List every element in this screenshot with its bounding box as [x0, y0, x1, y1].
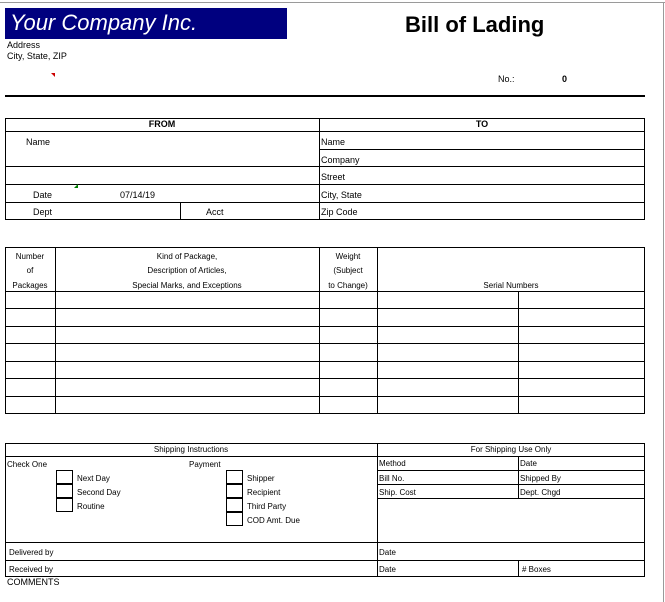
col-description-line3: Special Marks, and Exceptions — [132, 281, 242, 290]
col-weight-line2: (Subject — [333, 266, 363, 275]
delivered-date-label: Date — [379, 548, 396, 557]
routine-checkbox[interactable] — [56, 498, 73, 512]
col-description-line2: Description of Articles, — [147, 266, 227, 275]
next-day-checkbox[interactable] — [56, 470, 73, 484]
col-serial-numbers: Serial Numbers — [483, 281, 539, 290]
col-packages-line2: of — [26, 266, 34, 275]
company-name: Your Company Inc. — [10, 10, 198, 35]
right-border — [663, 2, 664, 602]
method-label: Method — [379, 459, 406, 468]
second-day-label: Second Day — [77, 488, 121, 497]
col-weight-line1: Weight — [335, 252, 361, 261]
comment-marker — [74, 184, 78, 188]
dept-chgd-label: Dept. Chgd — [520, 488, 561, 497]
number-label: No.: — [498, 74, 515, 84]
col-packages-line3: Packages — [12, 281, 48, 290]
comment-marker — [51, 73, 55, 77]
from-name-label: Name — [26, 137, 51, 147]
second-day-checkbox[interactable] — [56, 484, 73, 498]
recipient-checkbox[interactable] — [226, 484, 243, 498]
bill-no-label: Bill No. — [379, 474, 405, 483]
payment-label: Payment — [189, 460, 221, 469]
header-divider — [5, 95, 645, 97]
delivered-by-label: Delivered by — [9, 548, 54, 557]
recipient-label: Recipient — [247, 488, 281, 497]
date-label: Date — [520, 459, 537, 468]
check-one-label: Check One — [7, 460, 48, 469]
number-value: 0 — [562, 74, 568, 84]
cod-amount-label: COD Amt. Due — [247, 516, 300, 525]
boxes-label: # Boxes — [522, 565, 551, 574]
company-address: Address — [7, 40, 41, 50]
col-description-line1: Kind of Package, — [156, 252, 218, 261]
top-border — [0, 2, 665, 3]
routine-label: Routine — [77, 502, 105, 511]
shipping-use-only-header: For Shipping Use Only — [470, 445, 552, 454]
from-dept-label: Dept — [33, 207, 53, 217]
ship-cost-label: Ship. Cost — [379, 488, 416, 497]
from-date-value[interactable]: 07/14/19 — [120, 190, 156, 200]
col-packages-line1: Number — [15, 252, 45, 261]
page-title: Bill of Lading — [405, 12, 545, 37]
col-weight-line3: to Change) — [328, 281, 368, 290]
to-name-label: Name — [321, 137, 346, 147]
shipper-label: Shipper — [247, 474, 275, 483]
to-header: TO — [475, 119, 489, 129]
from-header: FROM — [148, 119, 176, 129]
shipper-checkbox[interactable] — [226, 470, 243, 484]
received-by-label: Received by — [9, 565, 54, 574]
to-street-label: Street — [321, 172, 346, 182]
shipped-by-label: Shipped By — [520, 474, 561, 483]
to-city-state-label: City, State — [321, 190, 362, 200]
third-party-label: Third Party — [247, 502, 287, 511]
comments-label: COMMENTS — [7, 577, 60, 587]
from-to-table — [5, 118, 645, 220]
shipping-instructions-header: Shipping Instructions — [153, 445, 229, 454]
next-day-label: Next Day — [77, 474, 110, 483]
company-city-state-zip: City, State, ZIP — [7, 51, 67, 61]
from-acct-label: Acct — [206, 207, 224, 217]
third-party-checkbox[interactable] — [226, 498, 243, 512]
from-date-label: Date — [33, 190, 53, 200]
received-date-label: Date — [379, 565, 396, 574]
cod-checkbox[interactable] — [226, 512, 243, 526]
to-company-label: Company — [321, 155, 360, 165]
to-zip-label: Zip Code — [321, 207, 358, 217]
